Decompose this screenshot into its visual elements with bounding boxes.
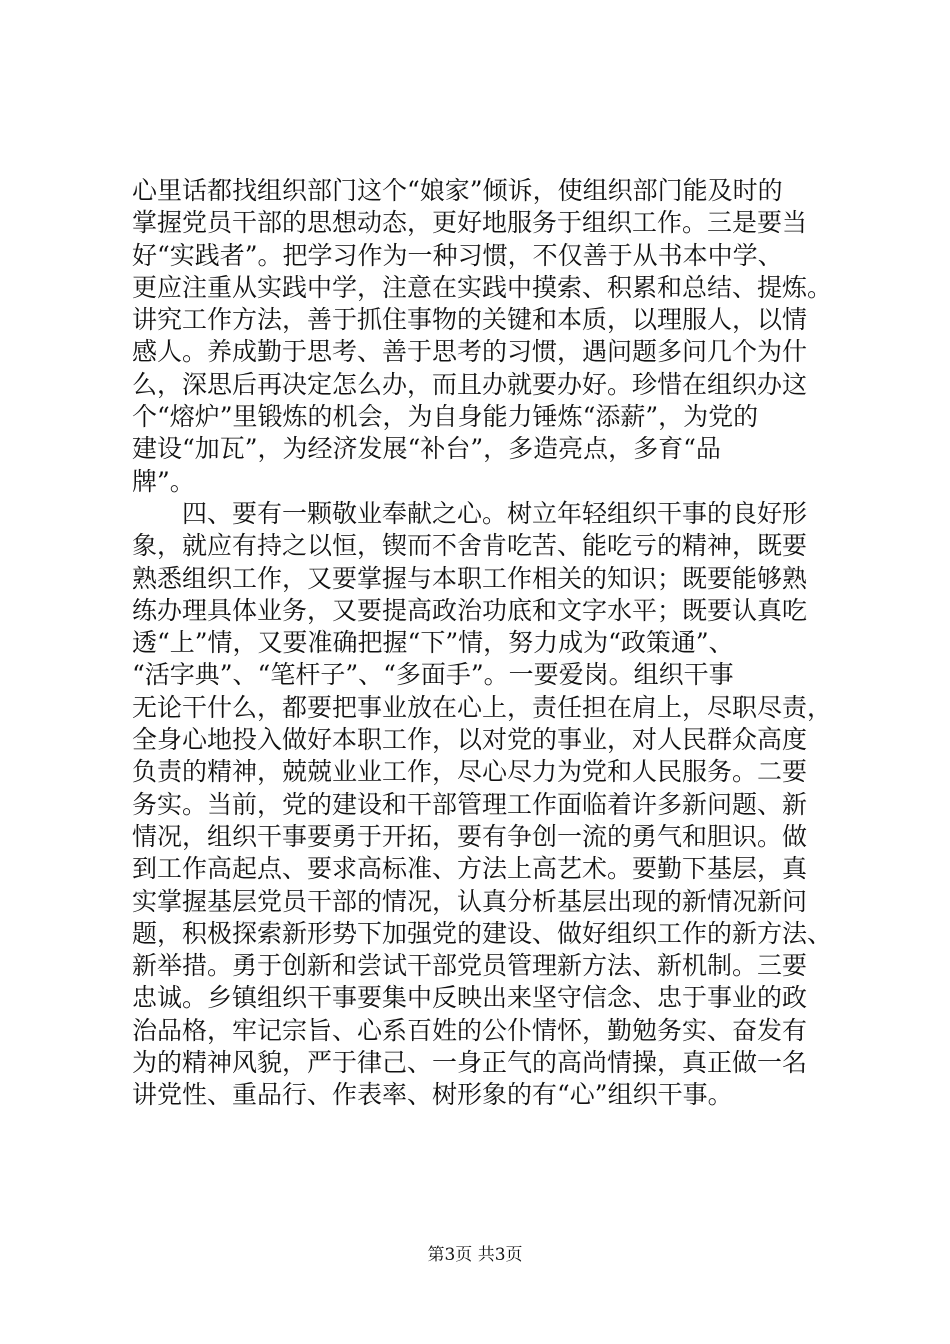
text-line: 透“上”情，又要准确把握“下”情，努力成为“政策通”、 [132, 628, 734, 658]
text-line: 题，积极探索新形势下加强党的建设、做好组织工作的新方法、 [132, 918, 833, 948]
text-line: 全身心地投入做好本职工作，以对党的事业，对人民群众高度 [132, 725, 808, 755]
text-line: 讲究工作方法，善于抓住事物的关键和本质，以理服人，以情 [132, 305, 808, 335]
text-line: 治品格，牢记宗旨、心系百姓的公仆情怀，勤勉务实、奋发有 [132, 1015, 808, 1045]
text-line: 为的精神风貌，严于律己、一身正气的高尚情操，真正做一名 [132, 1048, 808, 1078]
page-indicator: 第3页 共3页 [427, 1245, 523, 1265]
text-line: 个“熔炉”里锻炼的机会，为自身能力锤炼“添薪”，为党的 [132, 402, 759, 432]
text-line: 熟悉组织工作，又要掌握与本职工作相关的知识；既要能够熟 [132, 563, 808, 593]
text-line: 到工作高起点、要求高标准、方法上高艺术。要勤下基层，真 [132, 854, 808, 884]
text-line: 心里话都找组织部门这个“娘家”倾诉，使组织部门能及时的 [132, 176, 783, 205]
text-line: 牌”。 [132, 466, 195, 496]
text-line: 新举措。勇于创新和尝试干部党员管理新方法、新机制。三要 [132, 951, 808, 981]
text-line: 实掌握基层党员干部的情况，认真分析基层出现的新情况新问 [132, 886, 808, 916]
text-line: 四、要有一颗敬业奉献之心。树立年轻组织干事的良好形 [132, 498, 808, 528]
text-line: 负责的精神，兢兢业业工作，尽心尽力为党和人民服务。二要 [132, 757, 808, 787]
text-line: 练办理具体业务，又要提高政治功底和文字水平；既要认真吃 [132, 595, 808, 625]
text-line: 无论干什么，都要把事业放在心上，责任担在肩上，尽职尽责， [132, 692, 833, 722]
text-line: 么，深思后再决定怎么办，而且办就要办好。珍惜在组织办这 [132, 369, 808, 399]
text-line: 讲党性、重品行、作表率、树形象的有“心”组织干事。 [132, 1080, 733, 1110]
text-line: 更应注重从实践中学，注意在实践中摸索、积累和总结、提炼。 [132, 272, 833, 302]
text-line: 好“实践者”。把学习作为一种习惯，不仅善于从书本中学、 [132, 240, 783, 270]
text-line: 情况，组织干事要勇于开拓，要有争创一流的勇气和胆识。做 [132, 821, 808, 851]
text-line: 忠诚。乡镇组织干事要集中反映出来坚守信念、忠于事业的政 [132, 983, 808, 1013]
text-line: 务实。当前，党的建设和干部管理工作面临着许多新问题、新 [132, 789, 808, 819]
text-line: 掌握党员干部的思想动态，更好地服务于组织工作。三是要当 [132, 208, 808, 238]
text-line: 感人。养成勤于思考、善于思考的习惯，遇问题多问几个为什 [132, 337, 808, 367]
body-text [132, 175, 842, 1112]
page-footer [0, 1244, 950, 1266]
text-line: “活字典”、“笔杆子”、“多面手”。一要爱岗。组织干事 [132, 660, 734, 690]
text-line: 象，就应有持之以恒，锲而不舍肯吃苦、能吃亏的精神，既要 [132, 531, 808, 561]
text-line: 建设“加瓦”，为经济发展“补台”，多造亮点，多育“品 [132, 434, 721, 464]
